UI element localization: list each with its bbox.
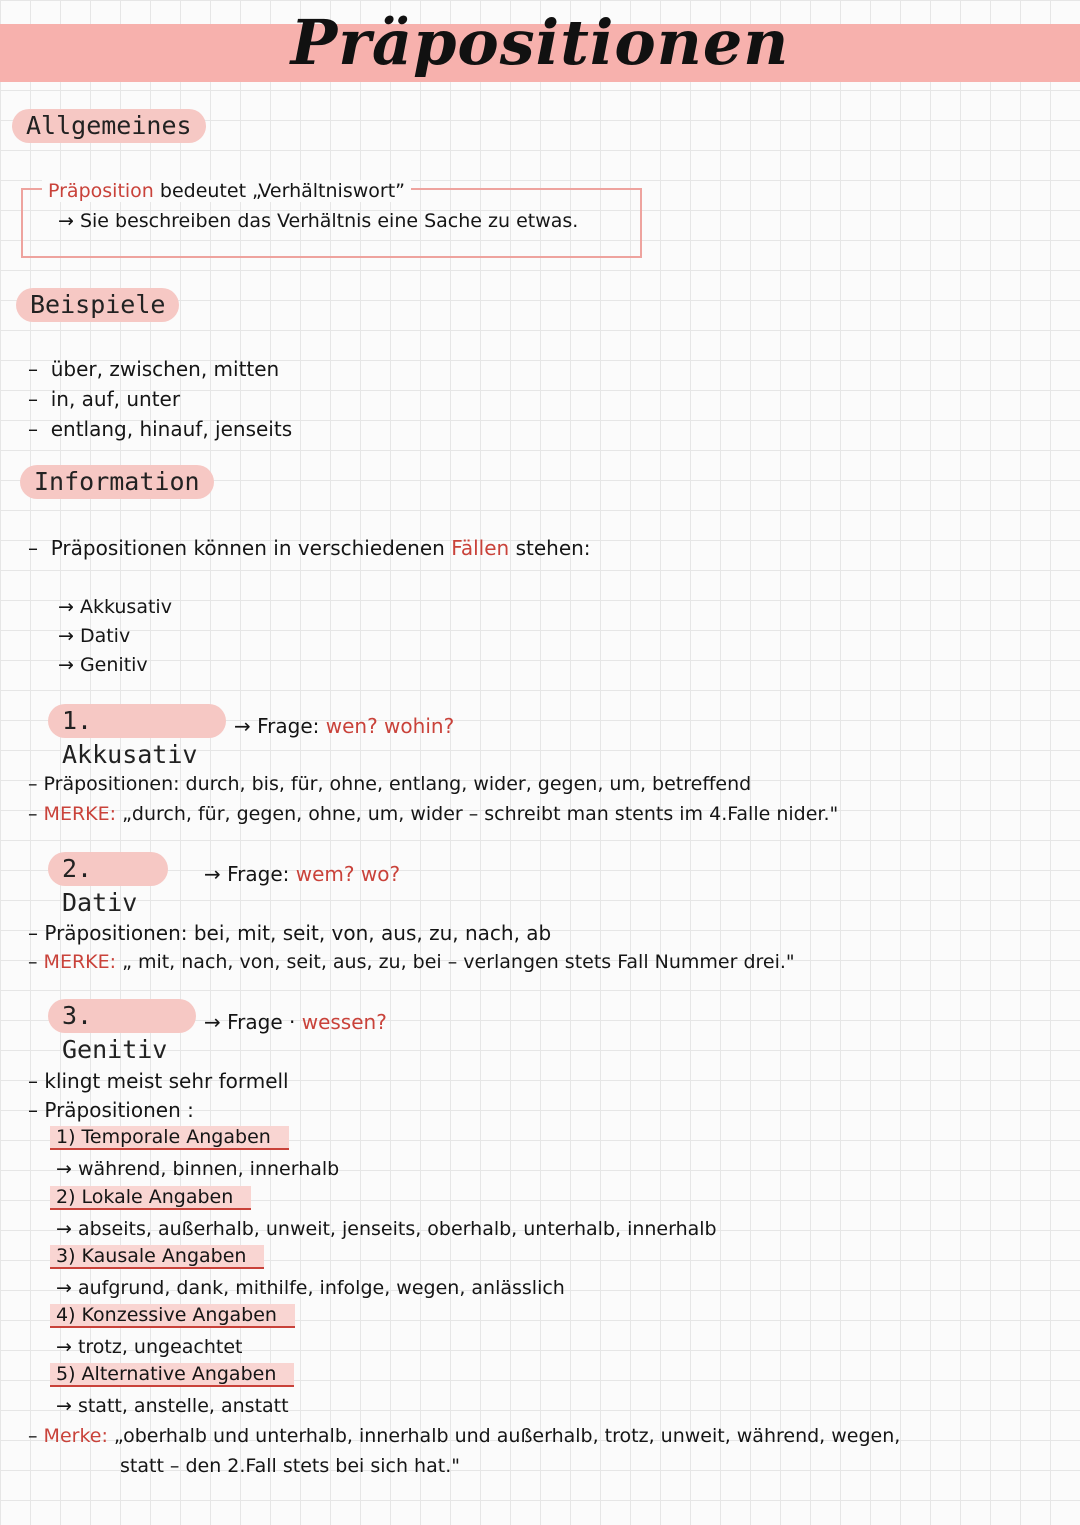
dativ-frage-label: → Frage:: [204, 862, 290, 886]
genitiv-merke-line-2: statt – den 2.Fall stets bei sich hat.": [120, 1455, 460, 1477]
heading-genitiv: 3. Genitiv: [48, 999, 196, 1033]
dativ-merke: – MERKE: „ mit, nach, von, seit, aus, zu, bei – verlangen stets Fall Nummer drei.": [28, 951, 795, 973]
akkusativ-merke-label: MERKE:: [43, 803, 117, 825]
case-akkusativ: → Akkusativ: [58, 596, 172, 618]
genitiv-group-kausal-items: → aufgrund, dank, mithilfe, infolge, wegen, anlässlich: [56, 1277, 565, 1299]
genitiv-frage: [204, 1010, 387, 1034]
definition-term: Präposition: [48, 180, 154, 202]
case-genitiv: → Genitiv: [58, 654, 148, 676]
genitiv-merke-text-1: „oberhalb und unterhalb, innerhalb und außerhalb, trotz, unweit, während, wegen,: [113, 1425, 901, 1447]
definition-rest: bedeutet „Verhältniswort”: [153, 180, 405, 202]
beispiele-item-2: – in, auf, unter: [28, 387, 181, 411]
genitiv-line-formell: – klingt meist sehr formell: [28, 1069, 289, 1093]
heading-beispiele: Beispiele: [16, 288, 179, 322]
beispiele-item-3: – entlang, hinauf, jenseits: [28, 417, 293, 441]
akkusativ-prep-text: Präpositionen: durch, bis, für, ohne, entlang, wider, gegen, um, betreffend: [43, 773, 752, 795]
akkusativ-frage-value: wen? wohin?: [325, 714, 455, 738]
genitiv-group-lokal-label: 2) Lokale Angaben: [50, 1186, 251, 1210]
definition-line-2: → Sie beschreiben das Verhältnis eine Sache zu etwas.: [58, 210, 579, 232]
genitiv-line-praepositionen: – Präpositionen :: [28, 1098, 194, 1122]
genitiv-merke-line-1: – Merke: „oberhalb und unterhalb, innerhalb und außerhalb, trotz, unweit, während, wegen,: [28, 1425, 901, 1447]
genitiv-group-alternativ-items: → statt, anstelle, anstatt: [56, 1395, 289, 1417]
dativ-prep-text: Präpositionen: bei, mit, seit, von, aus, zu, nach, ab: [44, 921, 552, 945]
case-dativ: → Dativ: [58, 625, 131, 647]
definition-line-1: [42, 180, 411, 202]
genitiv-line-formell-text: klingt meist sehr formell: [44, 1069, 289, 1093]
beispiele-item-1: – über, zwischen, mitten: [28, 357, 280, 381]
information-intro-a: Präpositionen können in verschiedenen: [50, 536, 452, 560]
information-intro-faellen: Fällen: [451, 536, 510, 560]
genitiv-group-konzessiv-label: 4) Konzessive Angaben: [50, 1304, 295, 1328]
genitiv-group-konzessiv-items: → trotz, ungeachtet: [56, 1336, 243, 1358]
heading-akkusativ: 1. Akkusativ: [48, 704, 226, 738]
heading-dativ: 2. Dativ: [48, 852, 168, 886]
genitiv-group-kausal-label: 3) Kausale Angaben: [50, 1245, 264, 1269]
dativ-merke-label: MERKE:: [43, 951, 117, 973]
genitiv-group-alternativ-label: 5) Alternative Angaben: [50, 1363, 294, 1387]
genitiv-group-temporal-label: 1) Temporale Angaben: [50, 1126, 289, 1150]
genitiv-frage-label: → Frage ·: [204, 1010, 296, 1034]
information-intro-c: stehen:: [509, 536, 591, 560]
akkusativ-merke-text: „durch, für, gegen, ohne, um, wider – schreibt man stents im 4.Falle nider.": [122, 803, 839, 825]
genitiv-merke-label: Merke:: [43, 1425, 108, 1447]
heading-information: Information: [20, 465, 214, 499]
beispiele-item-3-text: entlang, hinauf, jenseits: [50, 417, 293, 441]
akkusativ-frage: [234, 714, 454, 738]
beispiele-item-2-text: in, auf, unter: [50, 387, 181, 411]
akkusativ-merke: – MERKE: „durch, für, gegen, ohne, um, wider – schreibt man stents im 4.Falle nider.": [28, 803, 839, 825]
genitiv-frage-value: wessen?: [301, 1010, 387, 1034]
genitiv-group-lokal-items: → abseits, außerhalb, unweit, jenseits, oberhalb, unterhalb, innerhalb: [56, 1218, 717, 1240]
akkusativ-frage-label: → Frage:: [234, 714, 320, 738]
information-intro: – Präpositionen können in verschiedenen Fällen stehen:: [28, 536, 591, 560]
dativ-frage-value: wem? wo?: [295, 862, 401, 886]
dativ-praepositionen: – Präpositionen: bei, mit, seit, von, aus, zu, nach, ab: [28, 921, 552, 945]
genitiv-line-praepositionen-text: Präpositionen :: [44, 1098, 194, 1122]
beispiele-item-1-text: über, zwischen, mitten: [50, 357, 280, 381]
dativ-merke-text: „ mit, nach, von, seit, aus, zu, bei – verlangen stets Fall Nummer drei.": [122, 951, 795, 973]
heading-allgemeines: Allgemeines: [12, 109, 206, 143]
genitiv-group-temporal-items: → während, binnen, innerhalb: [56, 1158, 340, 1180]
dativ-frage: [204, 862, 400, 886]
page-title: Präpositionen: [290, 6, 790, 79]
akkusativ-praepositionen: – Präpositionen: durch, bis, für, ohne, entlang, wider, gegen, um, betreffend: [28, 773, 752, 795]
